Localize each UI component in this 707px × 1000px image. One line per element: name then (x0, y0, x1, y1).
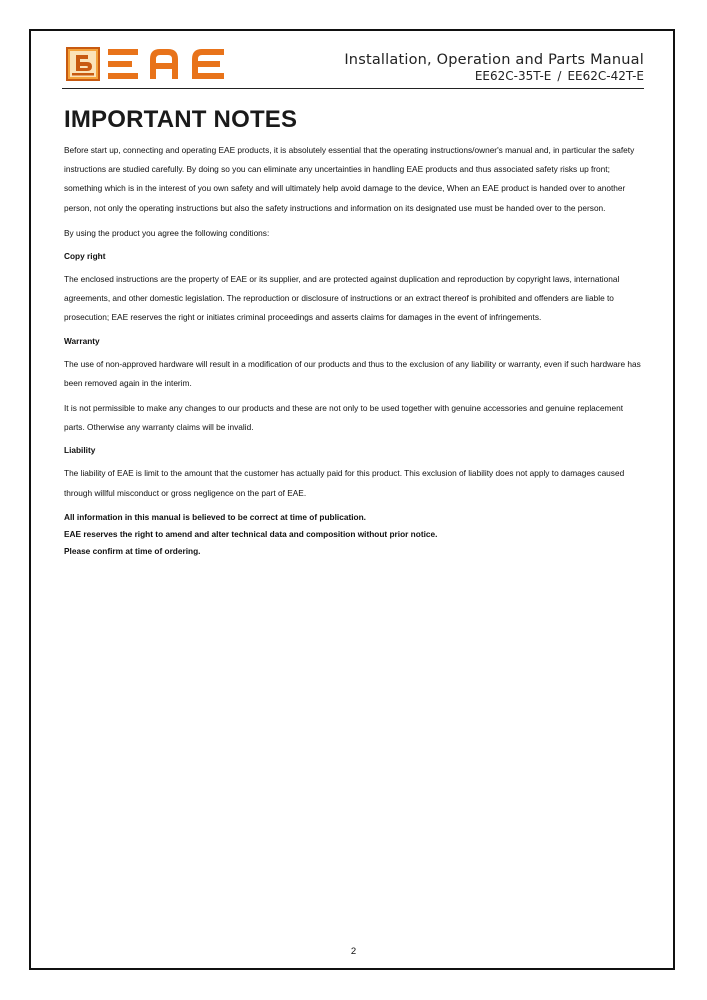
note-line-2: EAE reserves the right to amend and alter technical data and composition without prior notice. (64, 528, 438, 539)
note-line-1: All information in this manual is believed to be correct at time of publication. (64, 511, 366, 522)
document-body (64, 106, 644, 560)
eae-logo-icon (66, 47, 100, 81)
brand-wordmark (108, 49, 226, 79)
publication-notes (64, 509, 644, 560)
liability-heading: Liability (64, 445, 96, 456)
model-separator: / (557, 69, 562, 83)
manual-title: Installation, Operation and Parts Manual (344, 52, 644, 68)
model-a: EE62C-35T-E (474, 69, 552, 83)
intro-paragraph: Before start up, connecting and operating EAE products, it is absolutely essential that the operating instructions/owner's manual and, in particular the safety instructions are studied carefully. By doing so you can eliminate any uncertainties in handling EAE products and thus associated safety risks up front; something which is in the interest of you own safety and will ultimately help avoid damage to the device, When an EAE product is handed over to another person, not only the operating instructions but also the safety instructions and information on its designated use must be handed over to the person. (64, 145, 635, 213)
liability-paragraph: The liability of EAE is limit to the amount that the customer has actually paid for this product. This exclusion of liability does not apply to damages caused through willful misconduct or gross negligence on the part of EAE. (64, 468, 625, 498)
brand-wordmark-graphic (108, 49, 226, 79)
warranty-paragraph-1: The use of non-approved hardware will result in a modification of our products and thus to the exclusion of any liability or warranty, even if such hardware has been removed again in the interim. (64, 358, 641, 388)
model-numbers (344, 69, 644, 83)
warranty-heading: Warranty (64, 335, 100, 346)
page-header (62, 40, 644, 90)
page-title: IMPORTANT NOTES (64, 106, 298, 133)
agree-paragraph: By using the product you agree the following conditions: (64, 227, 270, 238)
warranty-paragraph-2: It is not permissible to make any changes to our products and these are not only to be used together with genuine accessories and genuine replacement parts. Otherwise any warranty claims will be invalid. (64, 403, 623, 433)
eae-logo (66, 46, 226, 82)
page-number: 2 (350, 946, 357, 957)
copyright-heading: Copy right (64, 251, 106, 262)
copyright-paragraph: The enclosed instructions are the property of EAE or its supplier, and are protected against duplication and reproduction by copyright laws, international agreements, and other domestic legislation. The reproduction or disclosure of instructions or an extract thereof is prohibited and offenders are liable to prosecution; EAE reserves the right or initiates criminal proceedings and asserts claims for damages in the event of infringements. (64, 274, 620, 323)
header-divider (62, 88, 644, 89)
model-b: EE62C-42T-E (567, 69, 644, 83)
note-line-3: Please confirm at time of ordering. (64, 545, 201, 556)
